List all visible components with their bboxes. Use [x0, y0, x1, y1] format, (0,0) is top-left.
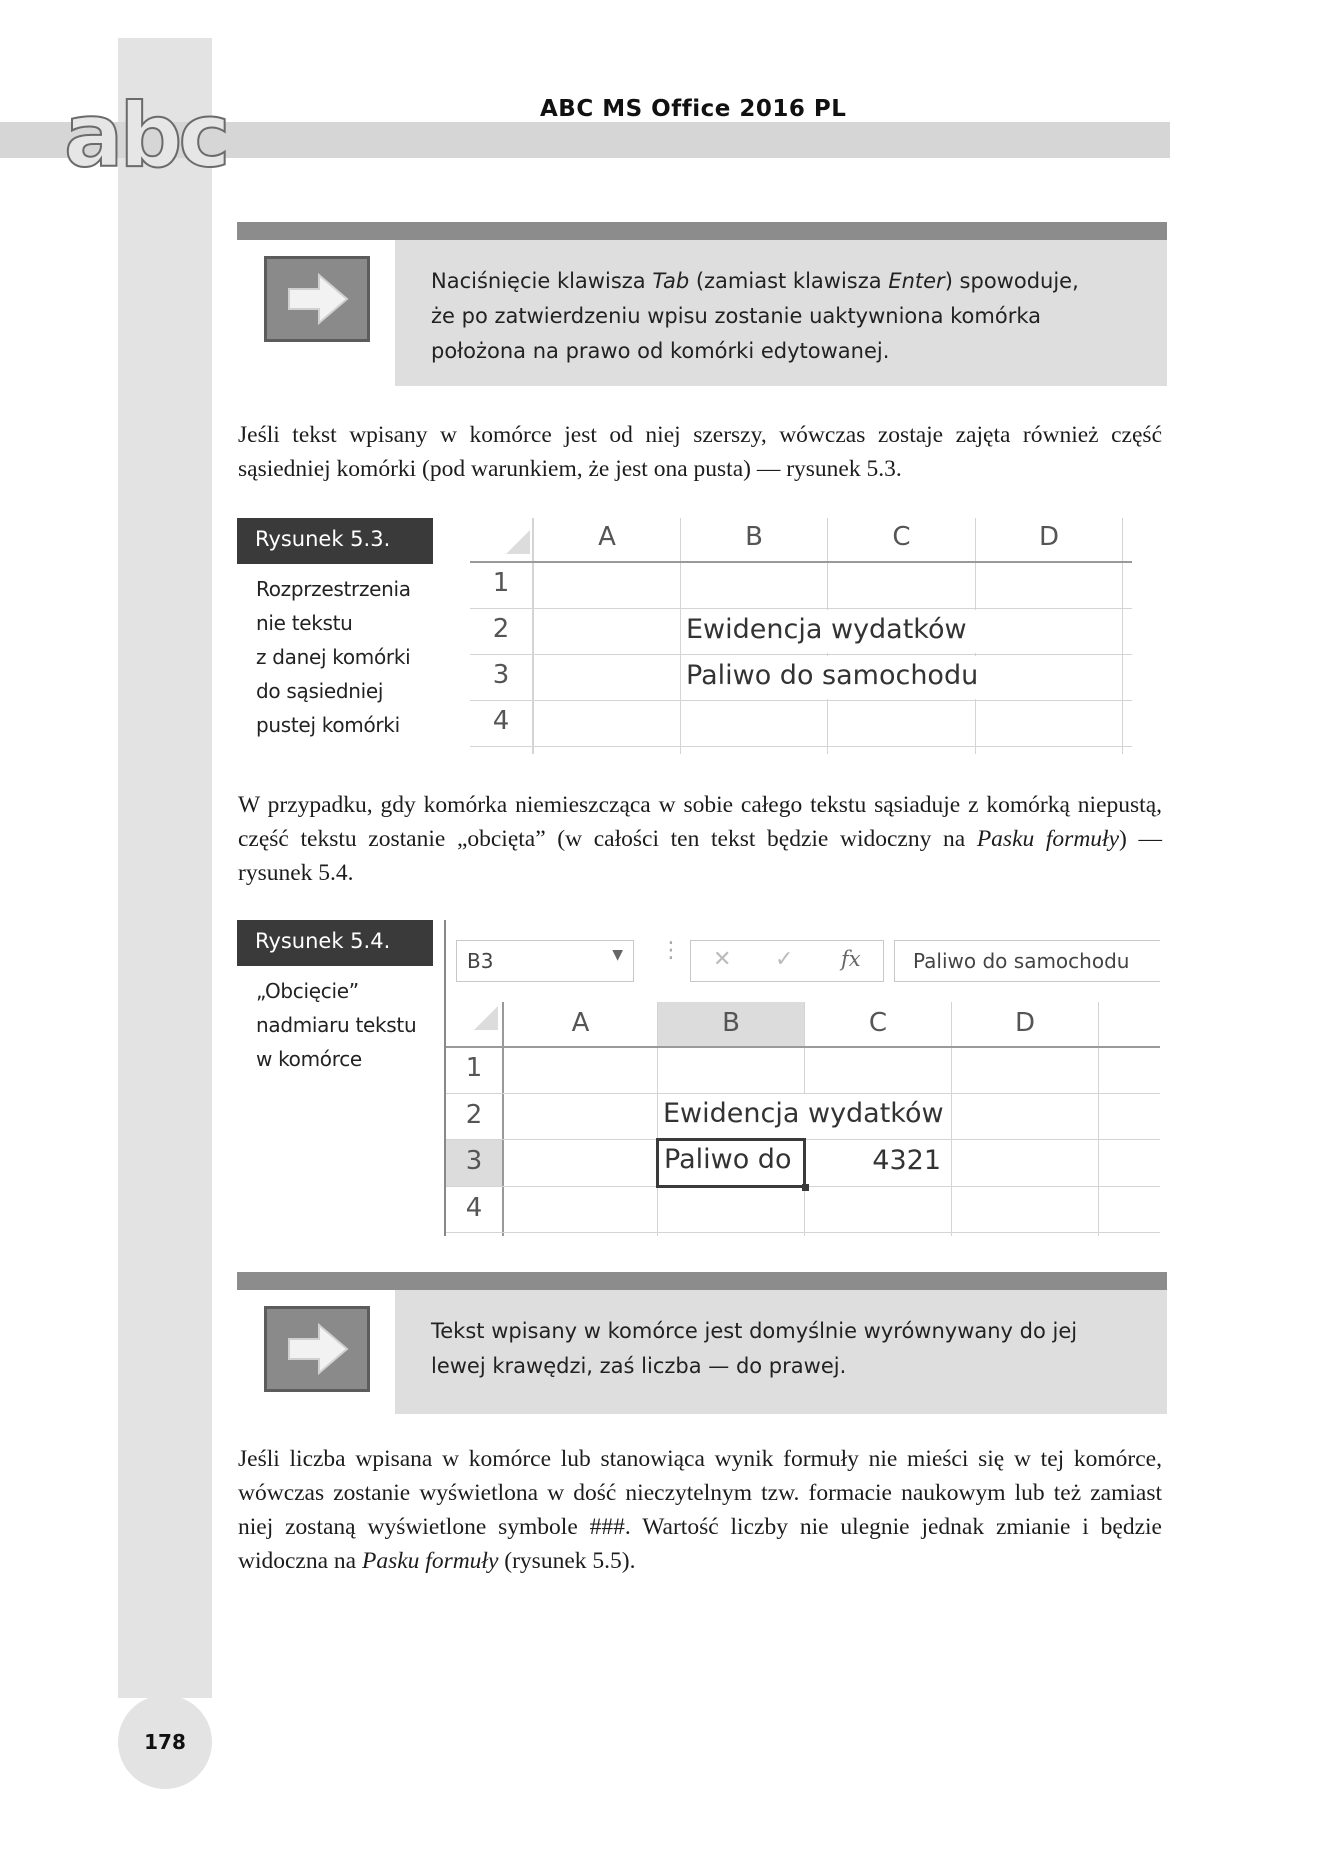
cancel-icon[interactable]: ✕	[713, 947, 732, 972]
cell-b2: Ewidencja wydatków	[686, 614, 967, 645]
fx-icon[interactable]: fx	[841, 947, 861, 971]
note2-line2: lewej krawędzi, zaś liczba — do prawej.	[431, 1354, 847, 1378]
row-header-4: 4	[492, 706, 510, 736]
column-header-b: B	[745, 522, 763, 552]
page-number: 178	[118, 1695, 212, 1789]
note1-line2: że po zatwierdzeniu wpisu zostanie uaktywniona komórka	[431, 304, 1041, 328]
note1-box	[395, 240, 1167, 386]
note2-top-bar	[237, 1272, 1167, 1290]
name-box[interactable]: B3 ▼	[456, 940, 634, 982]
figure-5-3-caption: Rozprzestrzenia nie tekstu z danej komórki do sąsiedniej pustej komórki	[256, 577, 411, 737]
row-header-2: 2	[492, 614, 510, 644]
paragraph-3: Jeśli liczba wpisana w komórce lub stanowiąca wynik formuły nie mieści się w tej komórce, wówczas zostanie wyświetlona w dość nieczytelnym tzw. formacie naukowym lub też zamiast niej zostaną wyświetlone symbole ###. Wartość liczby nie ulegnie jednak zmianie i będzie widoczna na Pasku formuły (rysunek 5.5).	[238, 1446, 1162, 1574]
abc-logo: abc	[64, 84, 227, 187]
enter-icon[interactable]: ✓	[775, 947, 794, 972]
paragraph-1: Jeśli tekst wpisany w komórce jest od niej szerszy, wówczas zostaje zajęta również część sąsiedniej komórki (pod warunkiem, że jest ona pusta) — rysunek 5.3.	[238, 422, 1162, 482]
side-strip	[118, 38, 212, 1698]
formula-input[interactable]: Paliwo do samochodu	[894, 940, 1160, 982]
figure-5-3-label: Rysunek 5.3.	[237, 518, 433, 564]
cell-b3: Paliwo do samochodu	[686, 660, 979, 691]
arrow-right-icon	[264, 1306, 370, 1392]
note1-top-bar	[237, 222, 1167, 240]
row-header-3[interactable]: 3	[465, 1146, 483, 1176]
row-header-4[interactable]: 4	[465, 1193, 483, 1223]
dropdown-arrow-icon[interactable]: ▼	[612, 947, 623, 963]
note1-line3: położona na prawo od komórki edytowanej.	[431, 339, 890, 363]
column-header-c: C	[892, 522, 911, 552]
select-all-corner	[504, 528, 532, 556]
running-title: ABC MS Office 2016 PL	[540, 96, 847, 122]
spreadsheet-figure-5-4	[444, 920, 1160, 1236]
selected-cell-b3[interactable]: Paliwo do	[656, 1138, 806, 1188]
note2-box	[395, 1290, 1167, 1414]
paragraph-2: W przypadku, gdy komórka niemieszcząca w sobie całego tekstu sąsiaduje z komórką niepustą, część tekstu zostanie „obcięta” (w całości ten tekst będzie widoczny na Pasku formuły) — rysunek 5.4.	[238, 792, 1162, 886]
fill-handle[interactable]	[802, 1184, 809, 1191]
arrow-right-icon	[264, 256, 370, 342]
row-header-1[interactable]: 1	[465, 1053, 483, 1083]
note2-line1: Tekst wpisany w komórce jest domyślnie wyrównywany do jej	[431, 1319, 1078, 1343]
figure-5-4-caption: „Obcięcie” nadmiaru tekstu w komórce	[256, 979, 417, 1071]
figure-5-4-label: Rysunek 5.4.	[237, 920, 433, 966]
column-header-a[interactable]: A	[571, 1008, 590, 1038]
column-header-d[interactable]: D	[1014, 1008, 1036, 1038]
cell-b2[interactable]: Ewidencja wydatków	[663, 1098, 944, 1129]
note1-line1: Naciśnięcie klawisza Tab (zamiast klawisza Enter) spowoduje,	[431, 269, 1079, 293]
row-header-1: 1	[492, 568, 510, 598]
column-header-d: D	[1038, 522, 1060, 552]
row-header-2[interactable]: 2	[465, 1100, 483, 1130]
select-all-corner[interactable]	[472, 1004, 500, 1032]
column-header-c[interactable]: C	[868, 1008, 888, 1038]
column-header-a: A	[598, 522, 616, 552]
vertical-dots-icon: ⋮	[660, 938, 682, 963]
row-header-3: 3	[492, 660, 510, 690]
formula-buttons	[690, 940, 884, 982]
spreadsheet-figure-5-3	[470, 518, 1132, 754]
cell-c3[interactable]: 4321	[872, 1145, 941, 1176]
column-header-b[interactable]: B	[722, 1008, 740, 1038]
